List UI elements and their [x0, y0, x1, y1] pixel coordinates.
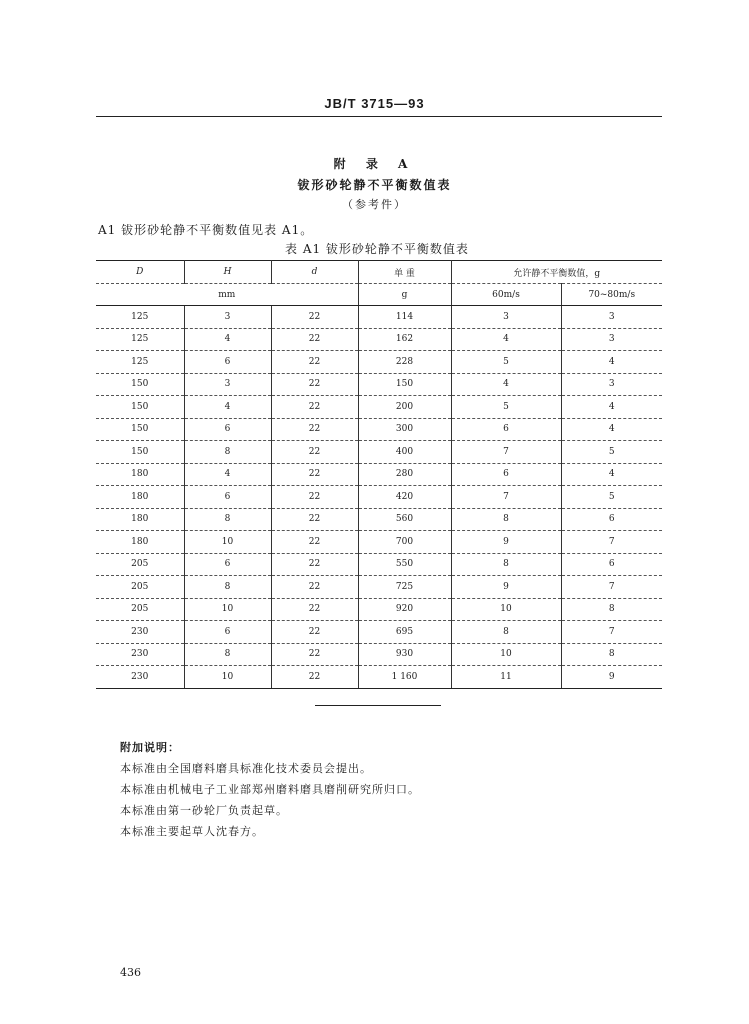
table-row	[96, 553, 662, 576]
table-cell: 8	[184, 441, 271, 464]
table-row	[96, 418, 662, 441]
table-cell: 4	[451, 328, 561, 351]
table-cell: 22	[271, 531, 358, 554]
table-cell: 10	[451, 643, 561, 666]
table-cell: 11	[451, 666, 561, 689]
table-cell: 8	[184, 576, 271, 599]
table-cell: 280	[358, 463, 451, 486]
appendix-title: 钹形砂轮静不平衡数值表	[297, 178, 452, 192]
table-cell: 4	[184, 328, 271, 351]
table-cell: 22	[271, 441, 358, 464]
table-row	[96, 598, 662, 621]
table-row	[96, 396, 662, 419]
table-cell: 22	[271, 396, 358, 419]
table-cell: 4	[451, 373, 561, 396]
table-cell: 6	[184, 351, 271, 374]
table-row	[96, 643, 662, 666]
unit-g: g	[358, 284, 451, 306]
table-cell: 5	[561, 486, 662, 509]
unbalance-table	[96, 260, 662, 689]
table-cell: 150	[96, 373, 184, 396]
table-cell: 22	[271, 373, 358, 396]
additional-notes	[120, 737, 420, 842]
table-cell: 150	[96, 396, 184, 419]
table-cell: 8	[451, 553, 561, 576]
table-cell: 4	[184, 396, 271, 419]
standard-number: JB/T 3715—93	[324, 96, 425, 111]
table-cell: 9	[451, 576, 561, 599]
table-row	[96, 666, 662, 689]
note-line: 本标准由第一砂轮厂负责起草。	[120, 804, 288, 817]
table-cell: 3	[561, 373, 662, 396]
clause-a1: A1 钹形砂轮静不平衡数值见表 A1。	[98, 223, 314, 237]
table-cell: 22	[271, 418, 358, 441]
table-cell: 3	[451, 306, 561, 329]
table-cell: 1 160	[358, 666, 451, 689]
note-line: 本标准由全国磨料磨具标准化技术委员会提出。	[120, 762, 372, 775]
table-cell: 8	[451, 621, 561, 644]
note-line: 本标准由机械电子工业部郑州磨料磨具磨削研究所归口。	[120, 783, 420, 796]
table-cell: 550	[358, 553, 451, 576]
table-cell: 4	[561, 351, 662, 374]
table-cell: 162	[358, 328, 451, 351]
table-row	[96, 486, 662, 509]
table-cell: 22	[271, 553, 358, 576]
col-header-H: H	[184, 261, 271, 284]
table-cell: 6	[184, 486, 271, 509]
col-header-D: D	[96, 261, 184, 284]
table-cell: 300	[358, 418, 451, 441]
table-cell: 228	[358, 351, 451, 374]
table-cell: 8	[451, 508, 561, 531]
table-cell: 9	[451, 531, 561, 554]
table-cell: 3	[184, 373, 271, 396]
table-cell: 4	[561, 463, 662, 486]
col-header-d: d	[271, 261, 358, 284]
table-cell: 930	[358, 643, 451, 666]
table-cell: 6	[451, 418, 561, 441]
table-cell: 8	[561, 643, 662, 666]
table-cell: 22	[271, 508, 358, 531]
table-row	[96, 441, 662, 464]
table-cell: 4	[561, 418, 662, 441]
table-cell: 180	[96, 508, 184, 531]
table-cell: 10	[451, 598, 561, 621]
table-cell: 7	[561, 621, 662, 644]
table-cell: 22	[271, 666, 358, 689]
table-cell: 560	[358, 508, 451, 531]
col-header-allowable: 允许静不平衡数值，g	[451, 261, 662, 284]
table-cell: 205	[96, 553, 184, 576]
table-cell: 7	[451, 441, 561, 464]
table-cell: 22	[271, 643, 358, 666]
table-cell: 7	[561, 576, 662, 599]
col-header-60ms: 60m/s	[451, 284, 561, 306]
table-row	[96, 508, 662, 531]
table-cell: 920	[358, 598, 451, 621]
table-row	[96, 351, 662, 374]
table-cell: 114	[358, 306, 451, 329]
table-cell: 8	[184, 643, 271, 666]
table-cell: 8	[561, 598, 662, 621]
table-cell: 695	[358, 621, 451, 644]
table-cell: 4	[561, 396, 662, 419]
table-cell: 5	[451, 351, 561, 374]
table-cell: 10	[184, 598, 271, 621]
table-row	[96, 306, 662, 329]
table-cell: 5	[561, 441, 662, 464]
table-cell: 180	[96, 463, 184, 486]
table-cell: 125	[96, 351, 184, 374]
col-header-mass: 单 重	[358, 261, 451, 284]
table-cell: 7	[451, 486, 561, 509]
table-cell: 150	[96, 418, 184, 441]
table-row	[96, 531, 662, 554]
table-cell: 3	[561, 306, 662, 329]
table-cell: 150	[96, 441, 184, 464]
table-row	[96, 621, 662, 644]
table-cell: 10	[184, 666, 271, 689]
table-cell: 3	[561, 328, 662, 351]
table-cell: 6	[184, 418, 271, 441]
table-cell: 200	[358, 396, 451, 419]
table-cell: 150	[358, 373, 451, 396]
table-cell: 180	[96, 486, 184, 509]
table-cell: 230	[96, 666, 184, 689]
table-cell: 22	[271, 463, 358, 486]
table-cell: 125	[96, 306, 184, 329]
table-cell: 205	[96, 598, 184, 621]
appendix-subtitle: （参考件）	[342, 198, 407, 211]
table-cell: 4	[184, 463, 271, 486]
table-cell: 230	[96, 621, 184, 644]
table-cell: 125	[96, 328, 184, 351]
table-cell: 180	[96, 531, 184, 554]
separator-rule	[315, 705, 441, 706]
table-cell: 6	[561, 553, 662, 576]
table-cell: 5	[451, 396, 561, 419]
table-cell: 22	[271, 621, 358, 644]
table-cell: 6	[561, 508, 662, 531]
table-cell: 22	[271, 576, 358, 599]
table-cell: 420	[358, 486, 451, 509]
table-cell: 725	[358, 576, 451, 599]
table-cell: 3	[184, 306, 271, 329]
table-cell: 22	[271, 486, 358, 509]
table-cell: 700	[358, 531, 451, 554]
table-cell: 22	[271, 306, 358, 329]
table-cell: 8	[184, 508, 271, 531]
note-line: 本标准主要起草人沈春方。	[120, 825, 264, 838]
table-cell: 6	[184, 621, 271, 644]
col-header-70-80ms: 70~80m/s	[561, 284, 662, 306]
notes-heading: 附加说明：	[120, 741, 180, 754]
table-cell: 9	[561, 666, 662, 689]
appendix-label: 附 录 A	[333, 157, 416, 171]
table-cell: 230	[96, 643, 184, 666]
table-cell: 205	[96, 576, 184, 599]
table-row	[96, 576, 662, 599]
unit-mm: mm	[96, 284, 358, 306]
table-cell: 6	[184, 553, 271, 576]
table-caption: 表 A1 钹形砂轮静不平衡数值表	[285, 242, 469, 256]
table-cell: 22	[271, 328, 358, 351]
table-row	[96, 463, 662, 486]
table-cell: 22	[271, 351, 358, 374]
table-cell: 400	[358, 441, 451, 464]
table-row	[96, 373, 662, 396]
page-number: 436	[120, 966, 141, 979]
header-rule	[96, 116, 662, 117]
table-cell: 22	[271, 598, 358, 621]
table-cell: 10	[184, 531, 271, 554]
table-cell: 7	[561, 531, 662, 554]
table-cell: 6	[451, 463, 561, 486]
table-row	[96, 328, 662, 351]
